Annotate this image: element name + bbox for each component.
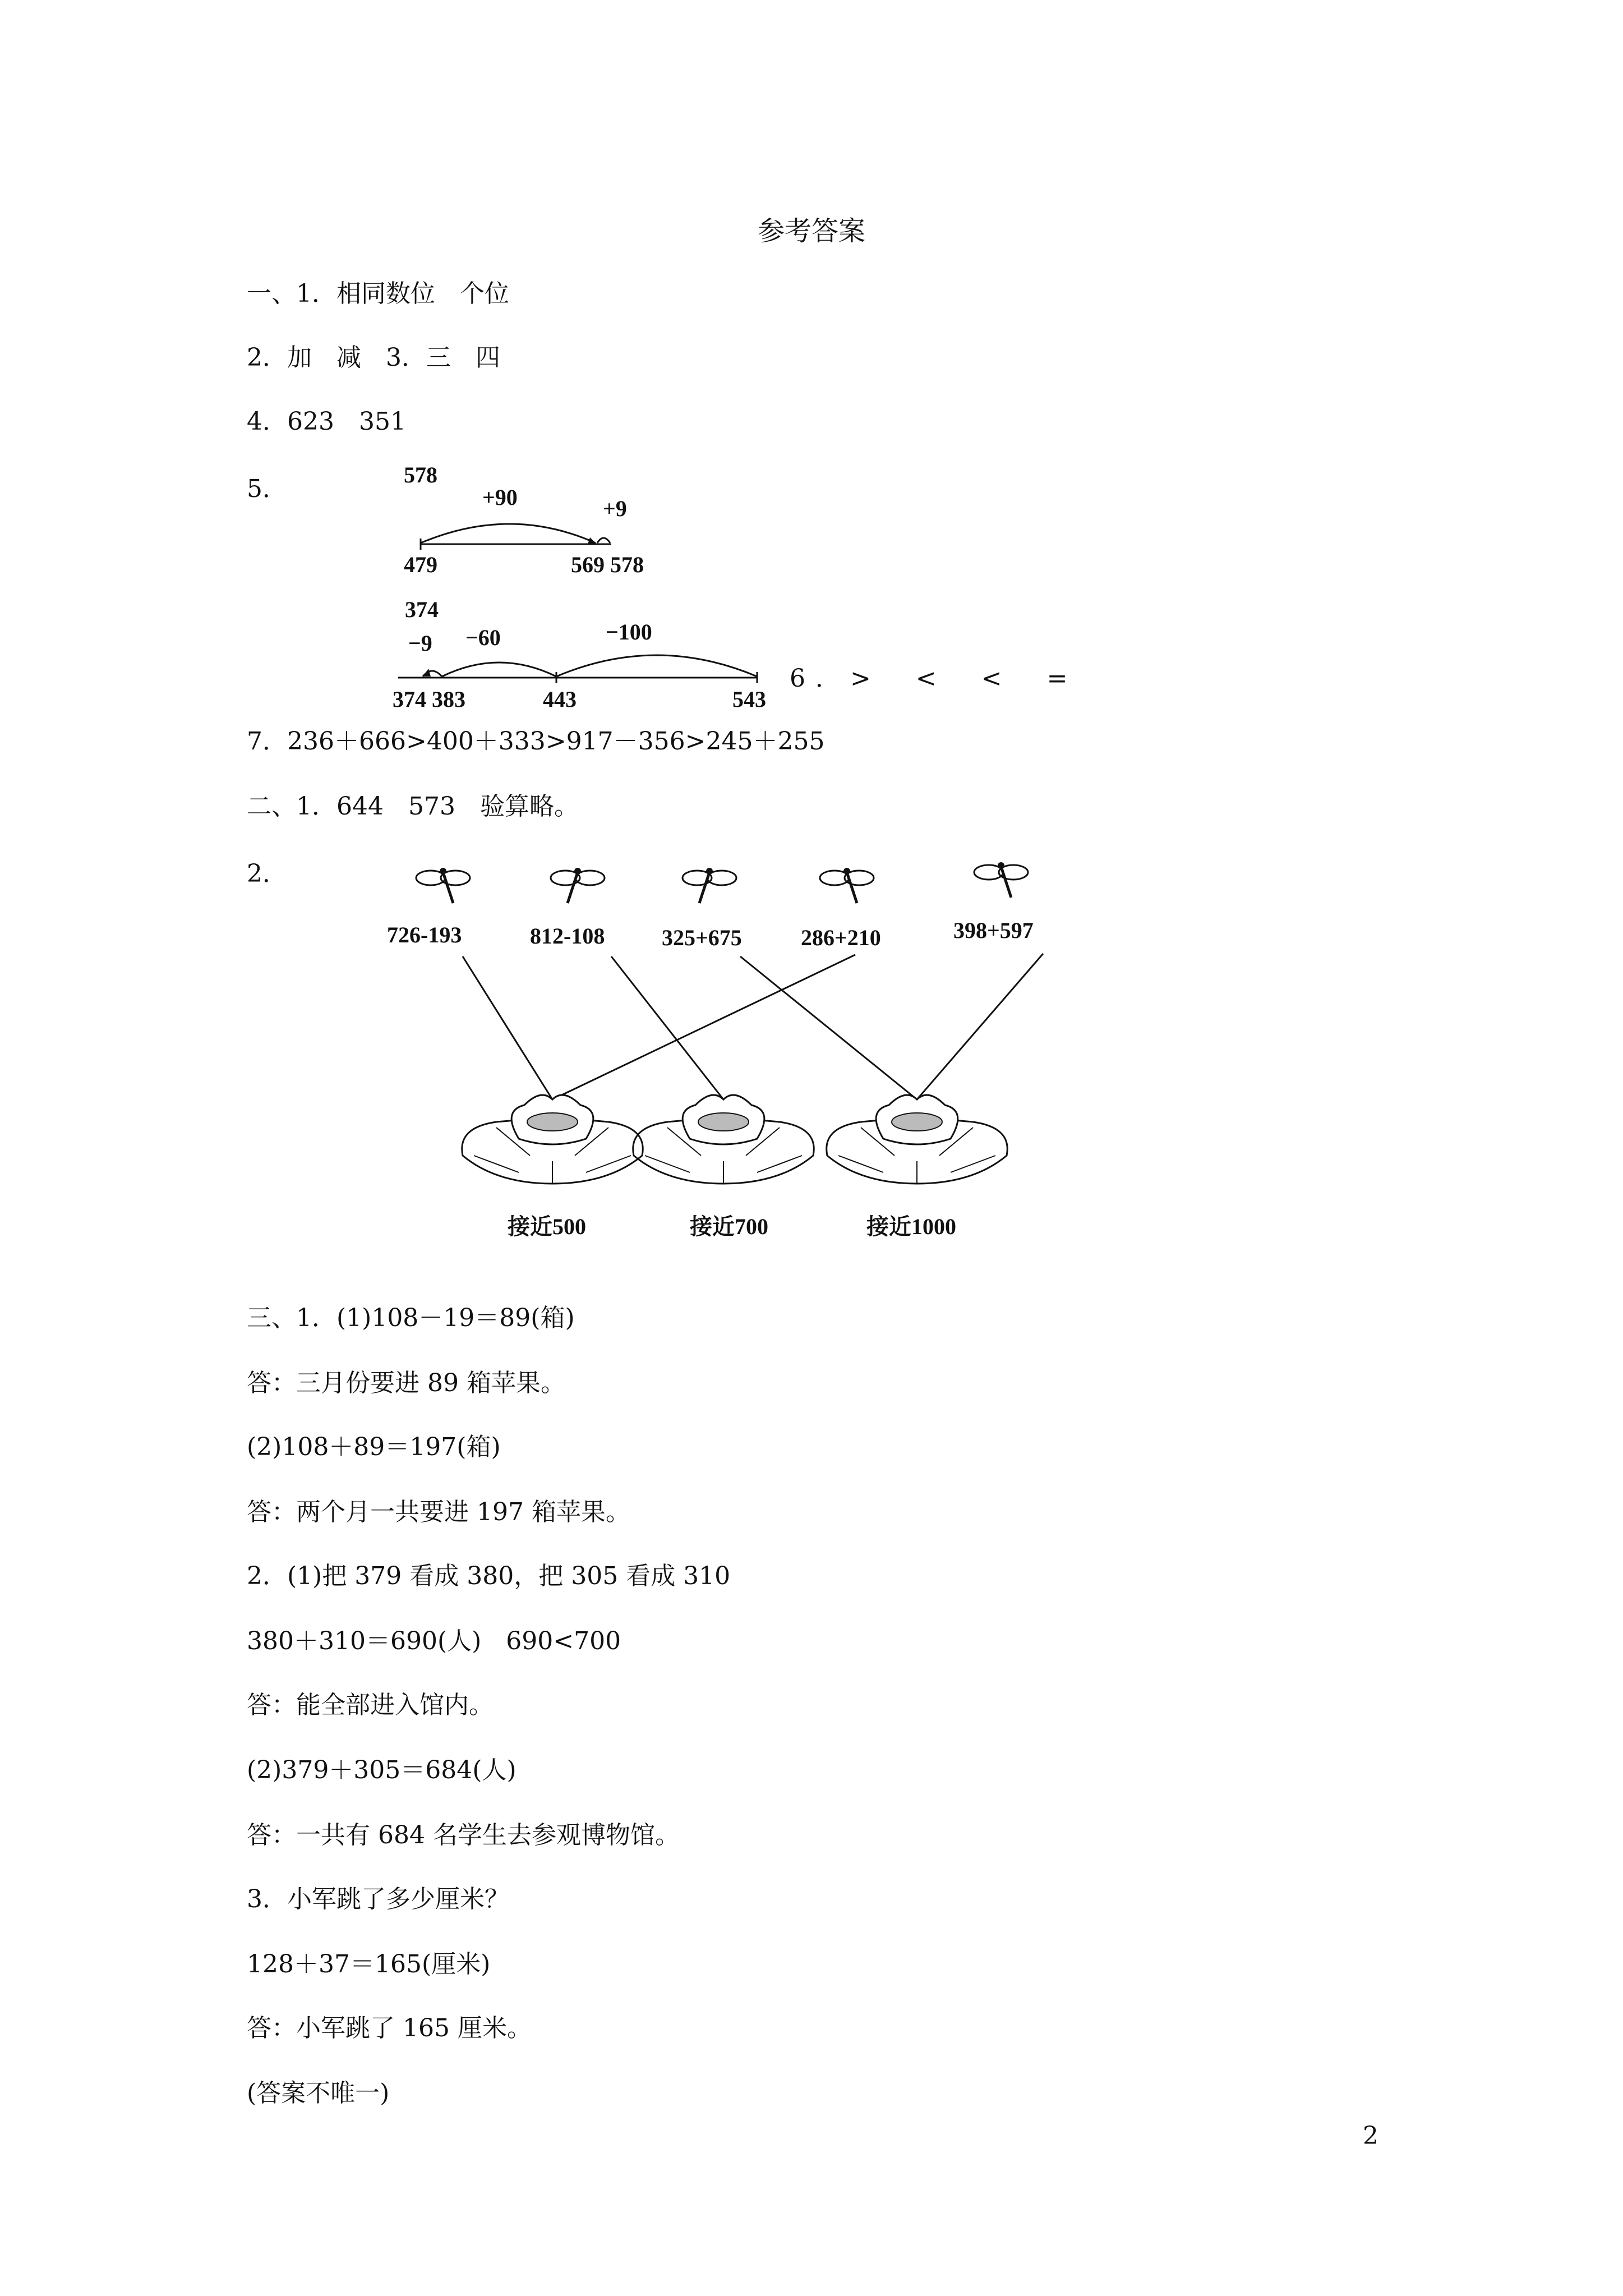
dragonfly-icon bbox=[683, 868, 736, 903]
answer-1-7: 7．236＋666>400＋333>917－356>245＋255 bbox=[247, 727, 825, 756]
page-title: 参考答案 bbox=[757, 215, 865, 247]
answer-2-1: 二、1．644 573 验算略。 bbox=[247, 792, 579, 821]
jump-label-minus-100: −100 bbox=[606, 619, 652, 645]
expression-label: 812-108 bbox=[530, 923, 605, 949]
jump-label-plus-9: +9 bbox=[603, 496, 627, 521]
expression-label: 325+675 bbox=[662, 925, 742, 950]
lotus-icon bbox=[462, 1095, 643, 1184]
answer-2-2-label: 2． bbox=[247, 859, 287, 888]
number-line-start-label: 374 bbox=[405, 597, 439, 622]
dragonfly-icon bbox=[551, 868, 605, 903]
lotus-label: 接近700 bbox=[690, 1214, 768, 1239]
lotus-label: 接近1000 bbox=[866, 1214, 956, 1239]
answer-1-1: 一、1．相同数位 个位 bbox=[247, 279, 509, 308]
answer-3-line: 答：两个月一共要进 197 箱苹果。 bbox=[247, 1498, 630, 1526]
answer-1-4: 4．623 351 bbox=[247, 407, 406, 436]
lotus-label: 接近500 bbox=[508, 1214, 586, 1239]
tick-label-578: 578 bbox=[610, 552, 644, 577]
tick-label-443: 443 bbox=[543, 687, 577, 712]
tick-label-374: 374 bbox=[393, 687, 426, 712]
answer-3-line: 380＋310＝690(人) 690<700 bbox=[247, 1627, 621, 1655]
dragonfly-icon bbox=[820, 868, 874, 903]
match-line bbox=[611, 956, 723, 1099]
jump-label-plus-90: +90 bbox=[482, 485, 518, 510]
answer-3-line: 三、1．(1)108－19＝89(箱) bbox=[247, 1304, 575, 1332]
answer-3-line: 128＋37＝165(厘米) bbox=[247, 1950, 491, 1978]
answer-3-line: 2．(1)把 379 看成 380，把 305 看成 310 bbox=[247, 1562, 731, 1590]
answer-3-line: 答：一共有 684 名学生去参观博物馆。 bbox=[247, 1821, 680, 1849]
jump-label-minus-60: −60 bbox=[465, 625, 501, 650]
match-line bbox=[917, 954, 1043, 1099]
tick-label-543: 543 bbox=[732, 687, 766, 712]
answer-1-2-3: 2．加 减 3．三 四 bbox=[247, 343, 500, 372]
lotus-icon bbox=[633, 1095, 814, 1184]
answer-3-line: 答：三月份要进 89 箱苹果。 bbox=[247, 1369, 565, 1397]
expression-label: 286+210 bbox=[801, 925, 881, 950]
match-line bbox=[552, 955, 855, 1099]
answer-3-line: (2)108＋89＝197(箱) bbox=[247, 1433, 501, 1461]
tick-label-569: 569 bbox=[571, 552, 605, 577]
page-number: 2 bbox=[1363, 2122, 1378, 2150]
jump-label-minus-9: −9 bbox=[408, 631, 432, 656]
answer-1-6: 6．> < < = bbox=[790, 664, 1078, 693]
answer-3-line: 答：能全部进入馆内。 bbox=[247, 1691, 494, 1719]
dragonfly-icon bbox=[416, 868, 470, 903]
answer-3-line: (2)379＋305＝684(人) bbox=[247, 1756, 517, 1784]
answer-3-line: 答：小军跳了 165 厘米。 bbox=[247, 2014, 532, 2042]
answer-3-line: 3．小军跳了多少厘米？ bbox=[247, 1885, 509, 1913]
lotus-icon bbox=[827, 1095, 1008, 1184]
tick-label-479: 479 bbox=[404, 552, 437, 577]
expression-label: 398+597 bbox=[953, 918, 1034, 943]
expression-label: 726-193 bbox=[387, 922, 462, 947]
tick-label-383: 383 bbox=[432, 687, 465, 712]
number-line-start-label: 578 bbox=[404, 462, 437, 487]
answer-1-5-label: 5． bbox=[247, 475, 287, 503]
match-line bbox=[740, 956, 917, 1099]
dragonfly-icon bbox=[974, 862, 1028, 898]
answer-3-line: (答案不唯一) bbox=[247, 2079, 390, 2108]
match-line bbox=[463, 956, 552, 1099]
